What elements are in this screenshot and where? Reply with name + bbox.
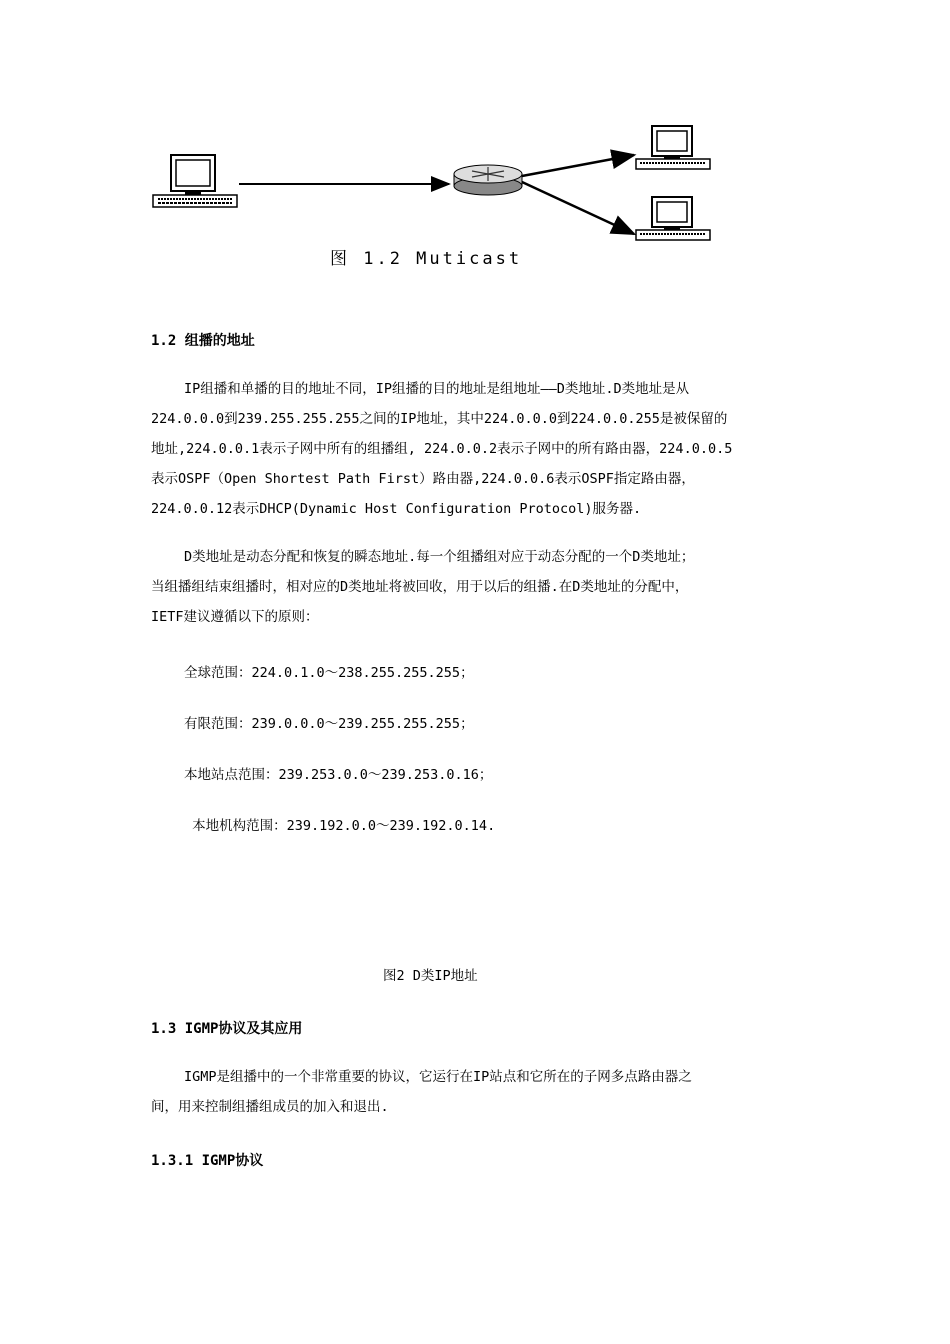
paragraph-line: 224.0.0.12表示DHCP(Dynamic Host Configuration Protocol)服务器. bbox=[151, 501, 642, 517]
router-icon bbox=[454, 165, 522, 195]
router-to-receiver2-arrow bbox=[522, 182, 634, 234]
paragraph-line: 224.0.0.0到239.255.255.255之间的IP地址，其中224.0.0.0到224.0.0.255是被保留的 bbox=[151, 411, 728, 427]
router-to-receiver1-arrow bbox=[522, 155, 634, 176]
section-1-3-1-heading: 1.3.1 IGMP协议 bbox=[151, 1153, 264, 1169]
figure-2-caption: 图2 D类IP地址 bbox=[383, 968, 478, 984]
global-scope-range: 全球范围：224.0.1.0～238.255.255.255； bbox=[184, 665, 474, 681]
section-1-2-paragraph-1 bbox=[151, 374, 801, 524]
source-computer-icon bbox=[153, 155, 237, 207]
org-local-scope-range: 本地机构范围：239.192.0.0～239.192.0.14. bbox=[184, 818, 496, 834]
section-1-3-paragraph bbox=[151, 1062, 801, 1122]
limited-scope-range: 有限范围：239.0.0.0～239.255.255.255； bbox=[184, 716, 474, 732]
section-1-2-paragraph-2 bbox=[151, 542, 801, 632]
section-1-3-heading: 1.3 IGMP协议及其应用 bbox=[151, 1021, 303, 1037]
paragraph-line: IETF建议遵循以下的原则： bbox=[151, 609, 319, 625]
paragraph-line: IGMP是组播中的一个非常重要的协议，它运行在IP站点和它所在的子网多点路由器之 bbox=[184, 1069, 692, 1085]
receiver-computer-icon bbox=[636, 126, 710, 169]
receiver-computer-icon bbox=[636, 197, 710, 240]
paragraph-line: 地址,224.0.0.1表示子网中所有的组播组, 224.0.0.2表示子网中的所有路由器，224.0.0.5 bbox=[151, 441, 733, 457]
paragraph-line: 当组播组结束组播时，相对应的D类地址将被回收，用于以后的组播.在D类地址的分配中， bbox=[151, 579, 689, 595]
paragraph-line: 间，用来控制组播组成员的加入和退出. bbox=[151, 1099, 389, 1115]
paragraph-line: D类地址是动态分配和恢复的瞬态地址.每一个组播组对应于动态分配的一个D类地址； bbox=[184, 549, 695, 565]
section-1-2-heading: 1.2 组播的地址 bbox=[151, 333, 255, 349]
figure-1-caption: 图 1.2 Muticast bbox=[330, 249, 523, 269]
paragraph-line: IP组播和单播的目的地址不同，IP组播的目的地址是组地址——D类地址.D类地址是从 bbox=[184, 381, 690, 397]
paragraph-line: 表示OSPF（Open Shortest Path First）路由器,224.0.0.6表示OSPF指定路由器， bbox=[151, 471, 695, 487]
site-local-scope-range: 本地站点范围：239.253.0.0～239.253.0.16； bbox=[184, 767, 493, 783]
